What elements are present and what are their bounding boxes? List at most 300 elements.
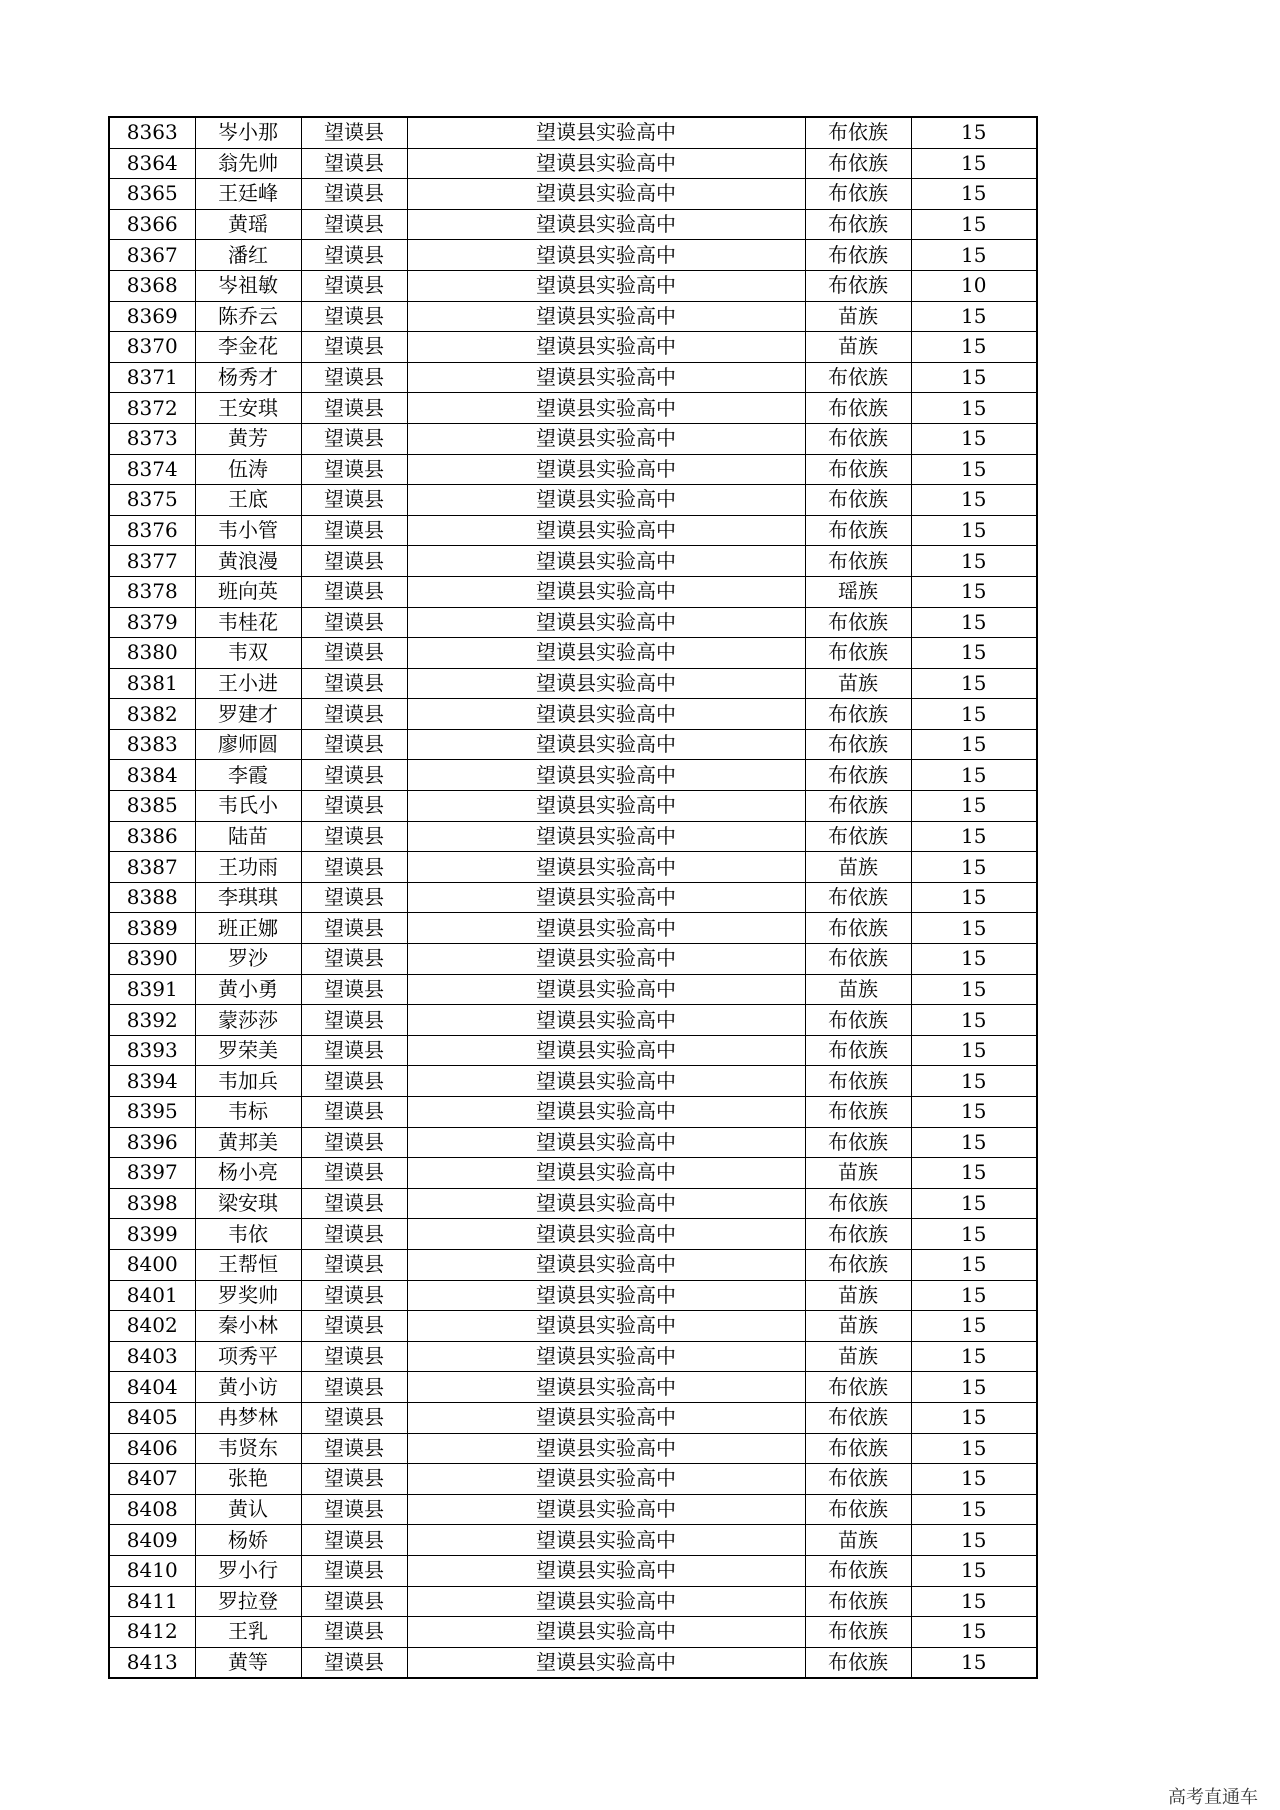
cell-name: 韦依 xyxy=(195,1219,301,1250)
cell-ethnicity: 布依族 xyxy=(805,515,911,546)
cell-county: 望谟县 xyxy=(301,1249,407,1280)
cell-county: 望谟县 xyxy=(301,974,407,1005)
cell-id: 8378 xyxy=(109,576,195,607)
table-row xyxy=(109,1249,1037,1280)
cell-score: 15 xyxy=(911,1219,1037,1250)
cell-id: 8385 xyxy=(109,791,195,822)
cell-ethnicity: 布依族 xyxy=(805,944,911,975)
cell-county: 望谟县 xyxy=(301,332,407,363)
cell-name: 项秀平 xyxy=(195,1341,301,1372)
cell-ethnicity: 布依族 xyxy=(805,729,911,760)
cell-id: 8404 xyxy=(109,1372,195,1403)
cell-county: 望谟县 xyxy=(301,668,407,699)
cell-county: 望谟县 xyxy=(301,515,407,546)
table-row xyxy=(109,821,1037,852)
cell-ethnicity: 布依族 xyxy=(805,1464,911,1495)
table-row xyxy=(109,515,1037,546)
cell-county: 望谟县 xyxy=(301,1647,407,1678)
cell-name: 岑祖敏 xyxy=(195,270,301,301)
cell-county: 望谟县 xyxy=(301,944,407,975)
cell-id: 8379 xyxy=(109,607,195,638)
cell-name: 杨小亮 xyxy=(195,1158,301,1189)
cell-ethnicity: 布依族 xyxy=(805,1005,911,1036)
cell-county: 望谟县 xyxy=(301,576,407,607)
cell-school: 望谟县实验高中 xyxy=(407,1647,805,1678)
cell-county: 望谟县 xyxy=(301,1158,407,1189)
cell-id: 8368 xyxy=(109,270,195,301)
table-row xyxy=(109,1372,1037,1403)
cell-ethnicity: 布依族 xyxy=(805,240,911,271)
cell-ethnicity: 布依族 xyxy=(805,1494,911,1525)
cell-school: 望谟县实验高中 xyxy=(407,332,805,363)
cell-name: 冉梦林 xyxy=(195,1402,301,1433)
cell-county: 望谟县 xyxy=(301,1127,407,1158)
cell-school: 望谟县实验高中 xyxy=(407,1127,805,1158)
roster-table xyxy=(108,116,1038,1679)
table-row xyxy=(109,1586,1037,1617)
cell-score: 15 xyxy=(911,1555,1037,1586)
cell-score: 15 xyxy=(911,332,1037,363)
cell-score: 15 xyxy=(911,1525,1037,1556)
cell-name: 黄等 xyxy=(195,1647,301,1678)
cell-county: 望谟县 xyxy=(301,270,407,301)
cell-school: 望谟县实验高中 xyxy=(407,1555,805,1586)
cell-county: 望谟县 xyxy=(301,821,407,852)
table-row xyxy=(109,1066,1037,1097)
cell-school: 望谟县实验高中 xyxy=(407,852,805,883)
cell-score: 15 xyxy=(911,1280,1037,1311)
table-row xyxy=(109,638,1037,669)
cell-school: 望谟县实验高中 xyxy=(407,760,805,791)
cell-county: 望谟县 xyxy=(301,117,407,148)
cell-score: 15 xyxy=(911,1127,1037,1158)
cell-county: 望谟县 xyxy=(301,1372,407,1403)
cell-id: 8413 xyxy=(109,1647,195,1678)
cell-school: 望谟县实验高中 xyxy=(407,1005,805,1036)
cell-name: 韦贤东 xyxy=(195,1433,301,1464)
cell-id: 8363 xyxy=(109,117,195,148)
table-row xyxy=(109,423,1037,454)
cell-id: 8371 xyxy=(109,362,195,393)
cell-school: 望谟县实验高中 xyxy=(407,1586,805,1617)
cell-id: 8397 xyxy=(109,1158,195,1189)
cell-school: 望谟县实验高中 xyxy=(407,1341,805,1372)
cell-ethnicity: 布依族 xyxy=(805,362,911,393)
table-row xyxy=(109,699,1037,730)
table-row xyxy=(109,117,1037,148)
cell-school: 望谟县实验高中 xyxy=(407,1525,805,1556)
cell-ethnicity: 苗族 xyxy=(805,1525,911,1556)
cell-county: 望谟县 xyxy=(301,791,407,822)
cell-ethnicity: 苗族 xyxy=(805,1280,911,1311)
cell-score: 15 xyxy=(911,1341,1037,1372)
cell-ethnicity: 布依族 xyxy=(805,423,911,454)
cell-county: 望谟县 xyxy=(301,546,407,577)
cell-score: 15 xyxy=(911,668,1037,699)
cell-school: 望谟县实验高中 xyxy=(407,423,805,454)
cell-score: 15 xyxy=(911,148,1037,179)
cell-score: 15 xyxy=(911,821,1037,852)
cell-score: 15 xyxy=(911,1464,1037,1495)
cell-name: 罗小行 xyxy=(195,1555,301,1586)
cell-school: 望谟县实验高中 xyxy=(407,974,805,1005)
cell-score: 15 xyxy=(911,485,1037,516)
cell-school: 望谟县实验高中 xyxy=(407,607,805,638)
table-row xyxy=(109,332,1037,363)
cell-school: 望谟县实验高中 xyxy=(407,1249,805,1280)
cell-ethnicity: 布依族 xyxy=(805,1188,911,1219)
cell-county: 望谟县 xyxy=(301,1066,407,1097)
cell-id: 8392 xyxy=(109,1005,195,1036)
cell-school: 望谟县实验高中 xyxy=(407,515,805,546)
cell-county: 望谟县 xyxy=(301,1341,407,1372)
table-row xyxy=(109,913,1037,944)
cell-county: 望谟县 xyxy=(301,240,407,271)
cell-ethnicity: 布依族 xyxy=(805,791,911,822)
cell-ethnicity: 布依族 xyxy=(805,1097,911,1128)
table-row xyxy=(109,882,1037,913)
cell-name: 黄瑶 xyxy=(195,209,301,240)
cell-name: 罗荣美 xyxy=(195,1035,301,1066)
cell-school: 望谟县实验高中 xyxy=(407,1464,805,1495)
cell-score: 15 xyxy=(911,301,1037,332)
cell-school: 望谟县实验高中 xyxy=(407,944,805,975)
cell-score: 15 xyxy=(911,117,1037,148)
table-row xyxy=(109,1464,1037,1495)
cell-name: 陈乔云 xyxy=(195,301,301,332)
cell-county: 望谟县 xyxy=(301,454,407,485)
cell-score: 15 xyxy=(911,791,1037,822)
cell-ethnicity: 布依族 xyxy=(805,882,911,913)
cell-ethnicity: 苗族 xyxy=(805,974,911,1005)
cell-school: 望谟县实验高中 xyxy=(407,638,805,669)
cell-name: 罗沙 xyxy=(195,944,301,975)
cell-score: 15 xyxy=(911,1066,1037,1097)
cell-name: 梁安琪 xyxy=(195,1188,301,1219)
cell-name: 李琪琪 xyxy=(195,882,301,913)
cell-score: 15 xyxy=(911,760,1037,791)
table-row xyxy=(109,974,1037,1005)
cell-name: 杨娇 xyxy=(195,1525,301,1556)
cell-name: 翁先帅 xyxy=(195,148,301,179)
cell-school: 望谟县实验高中 xyxy=(407,1402,805,1433)
cell-id: 8411 xyxy=(109,1586,195,1617)
cell-ethnicity: 布依族 xyxy=(805,1127,911,1158)
cell-score: 15 xyxy=(911,209,1037,240)
cell-ethnicity: 苗族 xyxy=(805,1158,911,1189)
cell-ethnicity: 布依族 xyxy=(805,1555,911,1586)
cell-score: 15 xyxy=(911,638,1037,669)
cell-id: 8402 xyxy=(109,1311,195,1342)
cell-id: 8391 xyxy=(109,974,195,1005)
cell-ethnicity: 布依族 xyxy=(805,117,911,148)
cell-score: 15 xyxy=(911,1097,1037,1128)
cell-county: 望谟县 xyxy=(301,882,407,913)
table-row xyxy=(109,179,1037,210)
cell-name: 韦桂花 xyxy=(195,607,301,638)
cell-name: 李霞 xyxy=(195,760,301,791)
cell-county: 望谟县 xyxy=(301,699,407,730)
cell-id: 8386 xyxy=(109,821,195,852)
table-row xyxy=(109,301,1037,332)
table-row xyxy=(109,1005,1037,1036)
cell-id: 8412 xyxy=(109,1617,195,1648)
cell-id: 8382 xyxy=(109,699,195,730)
cell-ethnicity: 布依族 xyxy=(805,546,911,577)
table-row xyxy=(109,1035,1037,1066)
cell-score: 15 xyxy=(911,179,1037,210)
cell-score: 15 xyxy=(911,515,1037,546)
cell-county: 望谟县 xyxy=(301,393,407,424)
cell-ethnicity: 布依族 xyxy=(805,1035,911,1066)
cell-name: 王功雨 xyxy=(195,852,301,883)
cell-school: 望谟县实验高中 xyxy=(407,270,805,301)
cell-school: 望谟县实验高中 xyxy=(407,821,805,852)
cell-score: 15 xyxy=(911,699,1037,730)
cell-id: 8384 xyxy=(109,760,195,791)
cell-school: 望谟县实验高中 xyxy=(407,546,805,577)
cell-id: 8365 xyxy=(109,179,195,210)
cell-name: 黄浪漫 xyxy=(195,546,301,577)
cell-score: 15 xyxy=(911,913,1037,944)
cell-name: 潘红 xyxy=(195,240,301,271)
cell-name: 班正娜 xyxy=(195,913,301,944)
cell-id: 8403 xyxy=(109,1341,195,1372)
cell-ethnicity: 布依族 xyxy=(805,760,911,791)
cell-id: 8408 xyxy=(109,1494,195,1525)
cell-school: 望谟县实验高中 xyxy=(407,1311,805,1342)
table-row xyxy=(109,393,1037,424)
cell-id: 8369 xyxy=(109,301,195,332)
table-row xyxy=(109,485,1037,516)
table-row xyxy=(109,668,1037,699)
cell-ethnicity: 瑶族 xyxy=(805,576,911,607)
cell-ethnicity: 布依族 xyxy=(805,485,911,516)
cell-id: 8377 xyxy=(109,546,195,577)
cell-score: 15 xyxy=(911,393,1037,424)
cell-name: 陆苗 xyxy=(195,821,301,852)
cell-score: 15 xyxy=(911,423,1037,454)
cell-ethnicity: 布依族 xyxy=(805,1219,911,1250)
cell-id: 8375 xyxy=(109,485,195,516)
cell-county: 望谟县 xyxy=(301,1219,407,1250)
cell-county: 望谟县 xyxy=(301,1555,407,1586)
cell-id: 8395 xyxy=(109,1097,195,1128)
cell-score: 15 xyxy=(911,944,1037,975)
cell-ethnicity: 苗族 xyxy=(805,668,911,699)
cell-id: 8410 xyxy=(109,1555,195,1586)
cell-name: 伍涛 xyxy=(195,454,301,485)
cell-score: 15 xyxy=(911,454,1037,485)
cell-ethnicity: 苗族 xyxy=(805,1311,911,1342)
cell-school: 望谟县实验高中 xyxy=(407,1097,805,1128)
cell-school: 望谟县实验高中 xyxy=(407,1372,805,1403)
cell-name: 黄认 xyxy=(195,1494,301,1525)
table-row xyxy=(109,546,1037,577)
table-row xyxy=(109,1311,1037,1342)
cell-id: 8394 xyxy=(109,1066,195,1097)
cell-ethnicity: 苗族 xyxy=(805,852,911,883)
cell-id: 8406 xyxy=(109,1433,195,1464)
cell-name: 王安琪 xyxy=(195,393,301,424)
cell-school: 望谟县实验高中 xyxy=(407,393,805,424)
cell-name: 秦小林 xyxy=(195,1311,301,1342)
cell-name: 李金花 xyxy=(195,332,301,363)
cell-name: 班向英 xyxy=(195,576,301,607)
cell-score: 15 xyxy=(911,1249,1037,1280)
table-row xyxy=(109,1555,1037,1586)
cell-name: 韦标 xyxy=(195,1097,301,1128)
cell-county: 望谟县 xyxy=(301,423,407,454)
cell-name: 王乳 xyxy=(195,1617,301,1648)
cell-id: 8374 xyxy=(109,454,195,485)
cell-county: 望谟县 xyxy=(301,1035,407,1066)
cell-id: 8390 xyxy=(109,944,195,975)
cell-score: 15 xyxy=(911,362,1037,393)
cell-school: 望谟县实验高中 xyxy=(407,1617,805,1648)
table-row xyxy=(109,1494,1037,1525)
cell-school: 望谟县实验高中 xyxy=(407,301,805,332)
cell-school: 望谟县实验高中 xyxy=(407,1280,805,1311)
cell-name: 黄邦美 xyxy=(195,1127,301,1158)
cell-ethnicity: 布依族 xyxy=(805,1249,911,1280)
cell-ethnicity: 布依族 xyxy=(805,1617,911,1648)
table-row xyxy=(109,362,1037,393)
cell-ethnicity: 布依族 xyxy=(805,1647,911,1678)
cell-county: 望谟县 xyxy=(301,301,407,332)
cell-school: 望谟县实验高中 xyxy=(407,148,805,179)
cell-score: 15 xyxy=(911,1617,1037,1648)
table-row xyxy=(109,240,1037,271)
cell-county: 望谟县 xyxy=(301,1402,407,1433)
cell-score: 15 xyxy=(911,607,1037,638)
cell-id: 8396 xyxy=(109,1127,195,1158)
table-row xyxy=(109,729,1037,760)
cell-county: 望谟县 xyxy=(301,1280,407,1311)
cell-county: 望谟县 xyxy=(301,1464,407,1495)
cell-score: 15 xyxy=(911,1433,1037,1464)
table-row xyxy=(109,1647,1037,1678)
cell-id: 8364 xyxy=(109,148,195,179)
cell-name: 罗奖帅 xyxy=(195,1280,301,1311)
cell-ethnicity: 苗族 xyxy=(805,301,911,332)
cell-score: 15 xyxy=(911,974,1037,1005)
cell-ethnicity: 苗族 xyxy=(805,332,911,363)
cell-school: 望谟县实验高中 xyxy=(407,1219,805,1250)
watermark-text: 高考直通车 xyxy=(1168,1787,1258,1808)
cell-school: 望谟县实验高中 xyxy=(407,729,805,760)
cell-name: 韦双 xyxy=(195,638,301,669)
cell-score: 15 xyxy=(911,546,1037,577)
cell-score: 15 xyxy=(911,1586,1037,1617)
cell-ethnicity: 布依族 xyxy=(805,1372,911,1403)
table-row xyxy=(109,209,1037,240)
cell-name: 罗建才 xyxy=(195,699,301,730)
cell-name: 罗拉登 xyxy=(195,1586,301,1617)
cell-county: 望谟县 xyxy=(301,852,407,883)
cell-id: 8380 xyxy=(109,638,195,669)
cell-name: 岑小那 xyxy=(195,117,301,148)
table-row xyxy=(109,1097,1037,1128)
cell-id: 8393 xyxy=(109,1035,195,1066)
cell-school: 望谟县实验高中 xyxy=(407,913,805,944)
cell-id: 8383 xyxy=(109,729,195,760)
cell-id: 8399 xyxy=(109,1219,195,1250)
cell-ethnicity: 布依族 xyxy=(805,1402,911,1433)
cell-name: 王帮恒 xyxy=(195,1249,301,1280)
cell-school: 望谟县实验高中 xyxy=(407,179,805,210)
table-row xyxy=(109,1280,1037,1311)
cell-id: 8370 xyxy=(109,332,195,363)
cell-county: 望谟县 xyxy=(301,1525,407,1556)
cell-name: 韦加兵 xyxy=(195,1066,301,1097)
cell-school: 望谟县实验高中 xyxy=(407,117,805,148)
cell-name: 韦氏小 xyxy=(195,791,301,822)
cell-name: 韦小管 xyxy=(195,515,301,546)
table-row xyxy=(109,576,1037,607)
cell-school: 望谟县实验高中 xyxy=(407,240,805,271)
cell-id: 8398 xyxy=(109,1188,195,1219)
cell-name: 王小进 xyxy=(195,668,301,699)
cell-id: 8381 xyxy=(109,668,195,699)
cell-id: 8409 xyxy=(109,1525,195,1556)
cell-school: 望谟县实验高中 xyxy=(407,1188,805,1219)
cell-ethnicity: 布依族 xyxy=(805,699,911,730)
cell-school: 望谟县实验高中 xyxy=(407,1035,805,1066)
table-row xyxy=(109,1402,1037,1433)
cell-school: 望谟县实验高中 xyxy=(407,209,805,240)
cell-name: 黄芳 xyxy=(195,423,301,454)
cell-county: 望谟县 xyxy=(301,760,407,791)
cell-ethnicity: 布依族 xyxy=(805,1433,911,1464)
cell-ethnicity: 布依族 xyxy=(805,1586,911,1617)
cell-name: 廖师圆 xyxy=(195,729,301,760)
cell-score: 15 xyxy=(911,1647,1037,1678)
table-row xyxy=(109,1617,1037,1648)
cell-school: 望谟县实验高中 xyxy=(407,576,805,607)
cell-county: 望谟县 xyxy=(301,607,407,638)
cell-name: 王廷峰 xyxy=(195,179,301,210)
cell-ethnicity: 布依族 xyxy=(805,1066,911,1097)
cell-county: 望谟县 xyxy=(301,1311,407,1342)
cell-ethnicity: 布依族 xyxy=(805,607,911,638)
cell-county: 望谟县 xyxy=(301,179,407,210)
cell-school: 望谟县实验高中 xyxy=(407,1066,805,1097)
cell-school: 望谟县实验高中 xyxy=(407,882,805,913)
cell-id: 8388 xyxy=(109,882,195,913)
cell-county: 望谟县 xyxy=(301,485,407,516)
cell-ethnicity: 布依族 xyxy=(805,454,911,485)
table-row xyxy=(109,944,1037,975)
cell-score: 15 xyxy=(911,1402,1037,1433)
cell-county: 望谟县 xyxy=(301,1097,407,1128)
cell-score: 15 xyxy=(911,1005,1037,1036)
cell-county: 望谟县 xyxy=(301,1433,407,1464)
cell-county: 望谟县 xyxy=(301,913,407,944)
cell-id: 8389 xyxy=(109,913,195,944)
table-row xyxy=(109,454,1037,485)
cell-score: 15 xyxy=(911,1035,1037,1066)
cell-county: 望谟县 xyxy=(301,1005,407,1036)
cell-county: 望谟县 xyxy=(301,209,407,240)
cell-ethnicity: 布依族 xyxy=(805,821,911,852)
cell-score: 15 xyxy=(911,1311,1037,1342)
cell-score: 15 xyxy=(911,1158,1037,1189)
cell-score: 15 xyxy=(911,729,1037,760)
cell-school: 望谟县实验高中 xyxy=(407,1433,805,1464)
cell-school: 望谟县实验高中 xyxy=(407,791,805,822)
cell-id: 8373 xyxy=(109,423,195,454)
